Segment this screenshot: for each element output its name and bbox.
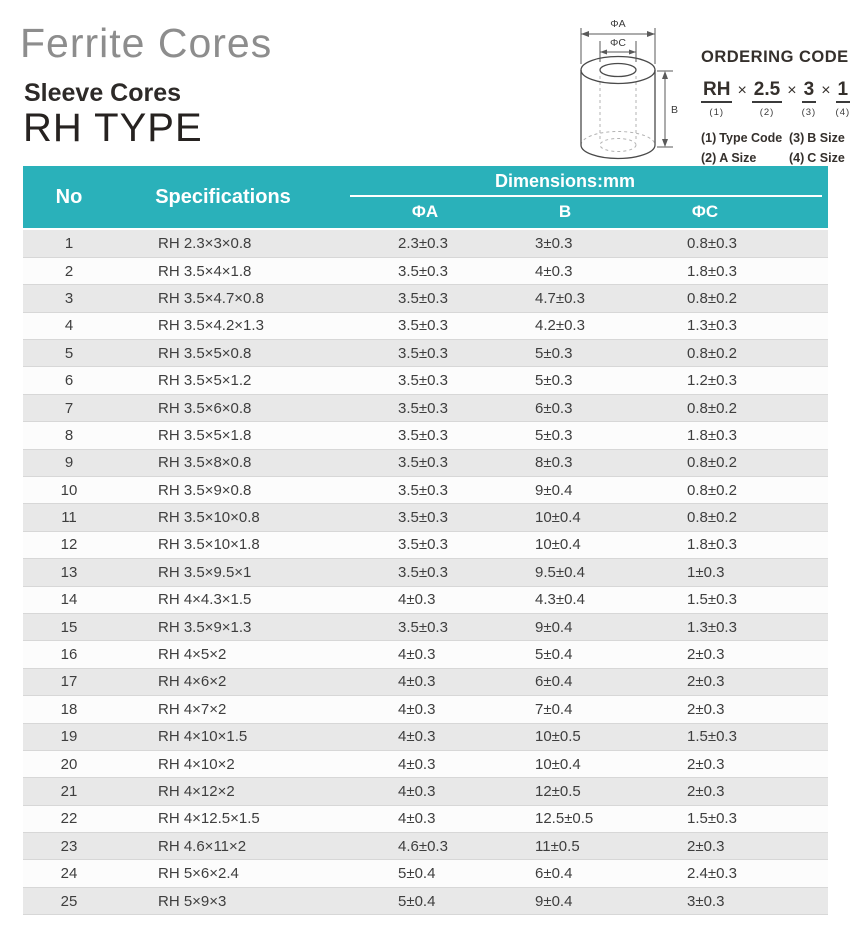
cell-phi-c: 1.5±0.3 [687,591,737,609]
cell-phi-c: 1.2±0.3 [687,372,737,390]
cell-b: 11±0.5 [535,837,580,855]
cell-b: 5±0.3 [535,372,573,390]
cell-b: 5±0.3 [535,426,573,444]
cell-phi-a: 4±0.3 [398,728,436,746]
cell-phi-c: 0.8±0.2 [687,481,737,499]
cell-specification: RH 3.5×9×1.3 [158,618,252,636]
cell-phi-a: 3.5±0.3 [398,536,448,554]
table-row [23,559,828,586]
cell-specification: RH 4×12.5×1.5 [158,810,260,828]
diagram-label-b: B [671,104,679,116]
cell-phi-a: 3.5±0.3 [398,344,448,362]
table-row [23,613,828,640]
cell-phi-c: 1.5±0.3 [687,810,737,828]
cell-specification: RH 3.5×10×0.8 [158,509,260,527]
cell-phi-c: 0.8±0.2 [687,344,737,362]
page-title: Ferrite Cores [20,20,273,66]
table-row [23,257,828,284]
ordering-code-value: 1 [836,80,850,103]
cell-phi-c: 1±0.3 [687,563,725,581]
multiply-sign: × [737,82,747,99]
table-row [23,805,828,832]
cell-b: 10±0.4 [535,536,581,554]
cell-phi-c: 2±0.3 [687,673,725,691]
multiply-sign: × [787,82,797,99]
ordering-code-value: 2.5 [752,80,782,103]
diagram-label-phi-c: ΦC [610,37,626,49]
table-row [23,833,828,860]
cell-specification: RH 4×6×2 [158,673,227,691]
spec-table-header [23,166,828,228]
cell-specification: RH 3.5×5×1.2 [158,372,252,390]
cell-no: 7 [64,399,74,417]
core-diagram-drawing [565,8,715,163]
cell-phi-c: 1.8±0.3 [687,536,737,554]
cell-specification: RH 4×7×2 [158,700,227,718]
cell-phi-c: 0.8±0.2 [687,454,737,472]
cell-specification: RH 3.5×5×0.8 [158,344,252,362]
ordering-code-index: (4) [835,106,850,118]
cell-specification: RH 4×10×1.5 [158,728,248,746]
legend-item: (2) A Size [701,150,757,165]
ordering-code-index: (1) [709,106,725,118]
cell-phi-a: 2.3±0.3 [398,234,448,252]
multiply-sign: × [821,82,831,99]
spec-table [23,230,828,915]
col-header-phi-a: ΦA [411,202,439,221]
cell-phi-a: 3.5±0.3 [398,262,448,280]
cell-no: 24 [60,865,78,883]
col-header-no: No [55,186,83,208]
cell-no: 14 [60,591,78,609]
cell-no: 10 [60,481,78,499]
legend-item: (1) Type Code [701,130,783,145]
table-row [23,696,828,723]
cell-specification: RH 3.5×4.7×0.8 [158,289,264,307]
cell-specification: RH 4×10×2 [158,755,235,773]
cell-specification: RH 3.5×9×0.8 [158,481,252,499]
ordering-code-part [836,80,850,118]
table-row [23,668,828,695]
cell-no: 4 [64,317,74,335]
ordering-code-index: (3) [801,106,817,118]
cell-no: 17 [60,673,78,691]
cell-b: 6±0.4 [535,673,573,691]
cell-phi-a: 4±0.3 [398,591,436,609]
cell-b: 4.7±0.3 [535,289,585,307]
table-row [23,394,828,421]
cell-no: 15 [60,618,78,636]
cell-b: 6±0.3 [535,399,573,417]
table-row [23,230,828,257]
cell-no: 16 [60,646,78,664]
cell-specification: RH 3.5×4×1.8 [158,262,252,280]
cell-no: 5 [64,344,74,362]
ordering-code-panel [701,48,849,165]
cell-b: 4.2±0.3 [535,317,585,335]
cell-phi-a: 4.6±0.3 [398,837,448,855]
cell-no: 22 [60,810,78,828]
cell-b: 6±0.4 [535,865,573,883]
col-header-specifications: Specifications [155,186,291,208]
table-row [23,312,828,339]
cell-phi-a: 3.5±0.3 [398,426,448,444]
cell-b: 9±0.4 [535,481,573,499]
cell-phi-a: 4±0.3 [398,700,436,718]
cell-phi-c: 2±0.3 [687,700,725,718]
cell-phi-a: 3.5±0.3 [398,372,448,390]
col-header-phi-c: ΦC [691,202,719,221]
cell-phi-c: 2±0.3 [687,837,725,855]
cell-no: 9 [64,454,74,472]
ordering-code-value: RH [701,80,732,103]
cell-phi-c: 1.5±0.3 [687,728,737,746]
table-row [23,504,828,531]
type-title: RH TYPE [23,106,203,150]
cell-no: 20 [60,755,78,773]
cell-b: 7±0.4 [535,700,573,718]
table-row [23,422,828,449]
cell-phi-a: 3.5±0.3 [398,289,448,307]
table-row [23,860,828,887]
cell-no: 11 [61,509,77,527]
cell-b: 9±0.4 [535,618,573,636]
table-row [23,477,828,504]
cell-phi-a: 5±0.4 [398,892,436,910]
cell-phi-c: 0.8±0.2 [687,509,737,527]
cell-specification: RH 4×5×2 [158,646,227,664]
table-row [23,340,828,367]
cell-phi-c: 2.4±0.3 [687,865,737,883]
core-diagram [565,8,715,163]
cell-specification: RH 3.5×5×1.8 [158,426,252,444]
cell-specification: RH 3.5×9.5×1 [158,563,252,581]
cell-no: 1 [64,234,74,252]
table-row [23,887,828,914]
cell-no: 13 [60,563,78,581]
ordering-code-part [752,80,782,118]
cell-no: 2 [64,262,74,280]
cell-no: 19 [60,728,78,746]
cell-phi-a: 3.5±0.3 [398,618,448,636]
cell-phi-a: 3.5±0.3 [398,317,448,335]
table-row [23,367,828,394]
ordering-code-index: (2) [759,106,775,118]
cell-b: 4±0.3 [535,262,573,280]
cell-b: 10±0.5 [535,728,581,746]
cell-phi-c: 0.8±0.2 [687,289,737,307]
table-row [23,778,828,805]
cell-b: 9±0.4 [535,892,573,910]
table-row [23,641,828,668]
ordering-code-value: 3 [802,80,817,103]
cell-phi-c: 0.8±0.3 [687,234,737,252]
page-subtitle: Sleeve Cores [24,79,182,107]
cell-phi-a: 4±0.3 [398,646,436,664]
legend-item: (4) C Size [789,150,845,165]
cell-specification: RH 4×4.3×1.5 [158,591,252,609]
cell-b: 8±0.3 [535,454,573,472]
cell-specification: RH 4.6×11×2 [158,837,247,855]
cell-no: 8 [64,426,74,444]
cell-no: 21 [60,783,78,800]
cell-phi-a: 3.5±0.3 [398,454,448,472]
cell-phi-a: 5±0.4 [398,865,436,883]
cell-no: 3 [64,289,74,307]
col-header-b: B [558,202,572,221]
ordering-code-legend [701,131,849,165]
cell-no: 6 [64,372,74,390]
cell-phi-c: 2±0.3 [687,646,725,664]
table-row [23,449,828,476]
cell-phi-c: 1.8±0.3 [687,426,737,444]
cell-no: 23 [60,837,78,855]
table-row [23,586,828,613]
cell-no: 25 [60,892,78,910]
cell-phi-a: 4±0.3 [398,673,436,691]
cell-b: 3±0.3 [535,234,573,252]
cell-phi-a: 3.5±0.3 [398,399,448,417]
cell-phi-a: 4±0.3 [398,783,436,800]
cell-no: 12 [60,536,78,554]
cell-b: 9.5±0.4 [535,563,585,581]
cell-specification: RH 3.5×10×1.8 [158,536,260,554]
ordering-code-part [802,80,817,118]
table-row [23,723,828,750]
cell-phi-a: 3.5±0.3 [398,481,448,499]
cell-b: 4.3±0.4 [535,591,585,609]
cell-b: 12.5±0.5 [535,810,594,828]
ordering-code-title: ORDERING CODE [701,48,849,66]
cell-b: 5±0.4 [535,646,573,664]
cell-b: 5±0.3 [535,344,573,362]
cell-phi-c: 2±0.3 [687,783,725,800]
ordering-code [701,80,849,118]
table-row [23,285,828,312]
cell-phi-a: 4±0.3 [398,810,436,828]
cell-phi-a: 3.5±0.3 [398,509,448,527]
cell-specification: RH 5×9×3 [158,892,227,910]
cell-phi-c: 1.3±0.3 [687,618,737,636]
cell-b: 12±0.5 [535,783,581,800]
cell-b: 10±0.4 [535,755,581,773]
cell-specification: RH 2.3×3×0.8 [158,234,252,252]
cell-phi-c: 0.8±0.2 [687,399,737,417]
cell-phi-a: 3.5±0.3 [398,563,448,581]
ordering-code-part [701,80,732,118]
diagram-label-phi-a: ΦA [610,18,626,30]
cell-specification: RH 3.5×6×0.8 [158,399,252,417]
cell-specification: RH 4×12×2 [158,783,235,800]
cell-specification: RH 3.5×4.2×1.3 [158,317,264,335]
cell-phi-c: 1.8±0.3 [687,262,737,280]
cell-specification: RH 3.5×8×0.8 [158,454,252,472]
cell-no: 18 [60,700,78,718]
legend-item: (3) B Size [789,130,845,145]
cell-phi-c: 1.3±0.3 [687,317,737,335]
cell-phi-c: 2±0.3 [687,755,725,773]
col-header-dimensions: Dimensions:mm [494,171,636,191]
cell-phi-a: 4±0.3 [398,755,436,773]
cell-phi-c: 3±0.3 [687,892,725,910]
cell-specification: RH 5×6×2.4 [158,865,239,883]
table-row [23,750,828,777]
cell-b: 10±0.4 [535,509,581,527]
table-row [23,531,828,558]
